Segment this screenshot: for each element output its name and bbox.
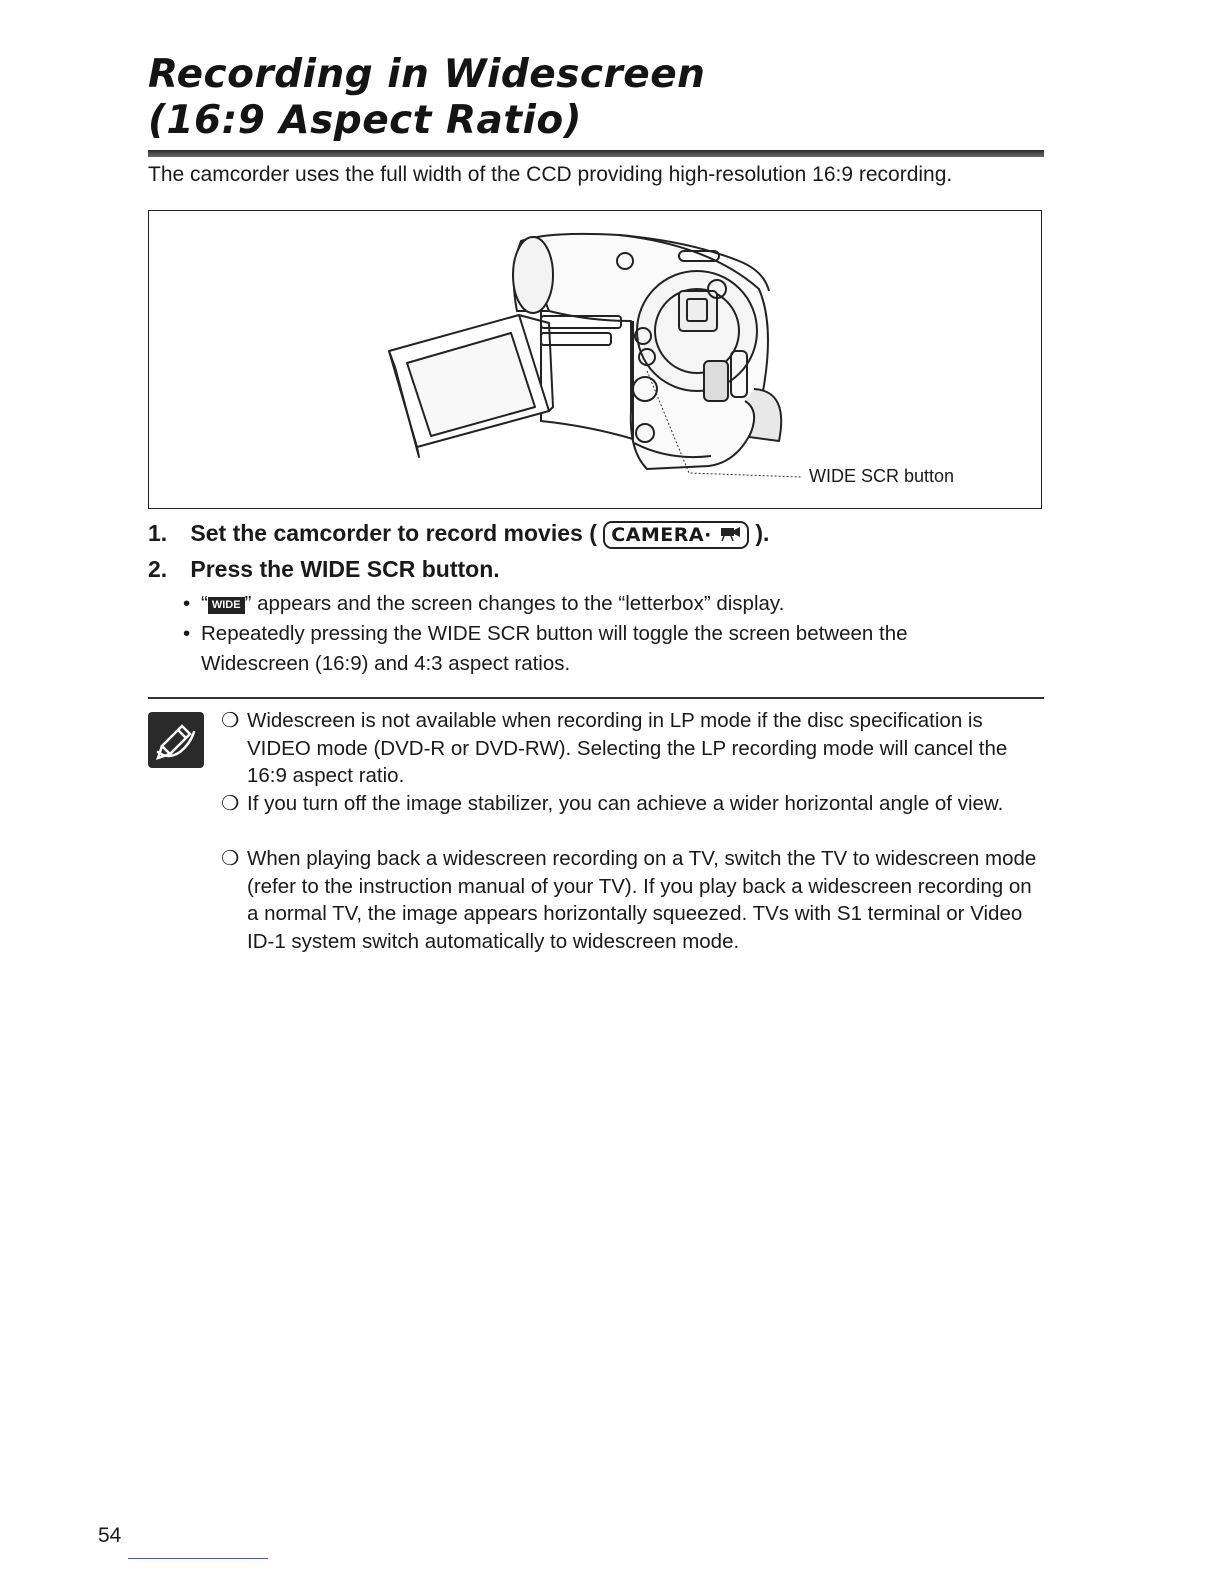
footer-rule bbox=[128, 1558, 268, 1559]
note-mark: ❍ bbox=[221, 847, 240, 870]
note-item bbox=[221, 707, 1043, 790]
page-number: 54 bbox=[98, 1524, 122, 1547]
pencil-note-icon bbox=[148, 712, 204, 768]
bullet-item bbox=[183, 619, 1003, 679]
notes-rule bbox=[148, 697, 1044, 699]
note-mark: ❍ bbox=[221, 792, 240, 815]
title-rule bbox=[148, 150, 1044, 157]
step-number: 2. bbox=[148, 556, 168, 582]
step-suffix: ). bbox=[755, 520, 770, 546]
note-mark: ❍ bbox=[221, 709, 240, 732]
page-title bbox=[148, 52, 1048, 144]
bullet-dot: • bbox=[183, 592, 191, 615]
intro-text: The camcorder uses the full width of the CCD providing high-resolution 16:9 recording. bbox=[148, 163, 953, 186]
wide-display-icon: WIDE bbox=[208, 597, 245, 614]
note-item bbox=[221, 790, 1043, 818]
bullet-text: Repeatedly pressing the WIDE SCR button will toggle the screen between the Widescreen (16:9) and 4:3 aspect ratios. bbox=[201, 622, 908, 675]
note-text: When playing back a widescreen recording on a TV, switch the TV to widescreen mode (refer to the instruction manual of your TV). If you play back a widescreen recording on a normal TV, the image appears horizontally squeezed. TVs with S1 terminal or Video ID-1 system switch automatically to widescreen mode. bbox=[247, 847, 1037, 953]
step-text: Press the WIDE SCR button. bbox=[190, 556, 500, 582]
figure-box bbox=[148, 210, 1042, 509]
note-text: Widescreen is not available when recording in LP mode if the disc specification is VIDEO mode (DVD-R or DVD-RW). Selecting the LP recording mode will cancel the 16:9 aspect ratio. bbox=[247, 709, 1008, 787]
bullet-item bbox=[183, 589, 1003, 619]
wide-scr-callout: WIDE SCR button bbox=[809, 466, 955, 486]
note-text: If you turn off the image stabilizer, you can achieve a wider horizontal angle of view. bbox=[247, 792, 1004, 815]
bullet-dot: • bbox=[183, 622, 191, 645]
bullet-text bbox=[183, 589, 1003, 619]
note-item bbox=[221, 845, 1043, 955]
bullet-rest: ” appears and the screen changes to the “letterbox” display. bbox=[244, 592, 785, 615]
step-number: 1. bbox=[148, 520, 168, 546]
camera-mode-badge bbox=[603, 521, 749, 549]
camera-badge-label: CAMERA· bbox=[611, 524, 712, 546]
step-text: Set the camcorder to record movies ( bbox=[190, 520, 597, 546]
movie-camera-icon bbox=[719, 526, 741, 542]
step-2 bbox=[148, 556, 500, 583]
title-line-1: Recording in Widescreen bbox=[148, 52, 706, 97]
title-line-2: (16:9 Aspect Ratio) bbox=[148, 98, 582, 143]
open-quote: “ bbox=[201, 592, 208, 615]
step-1 bbox=[148, 520, 769, 549]
